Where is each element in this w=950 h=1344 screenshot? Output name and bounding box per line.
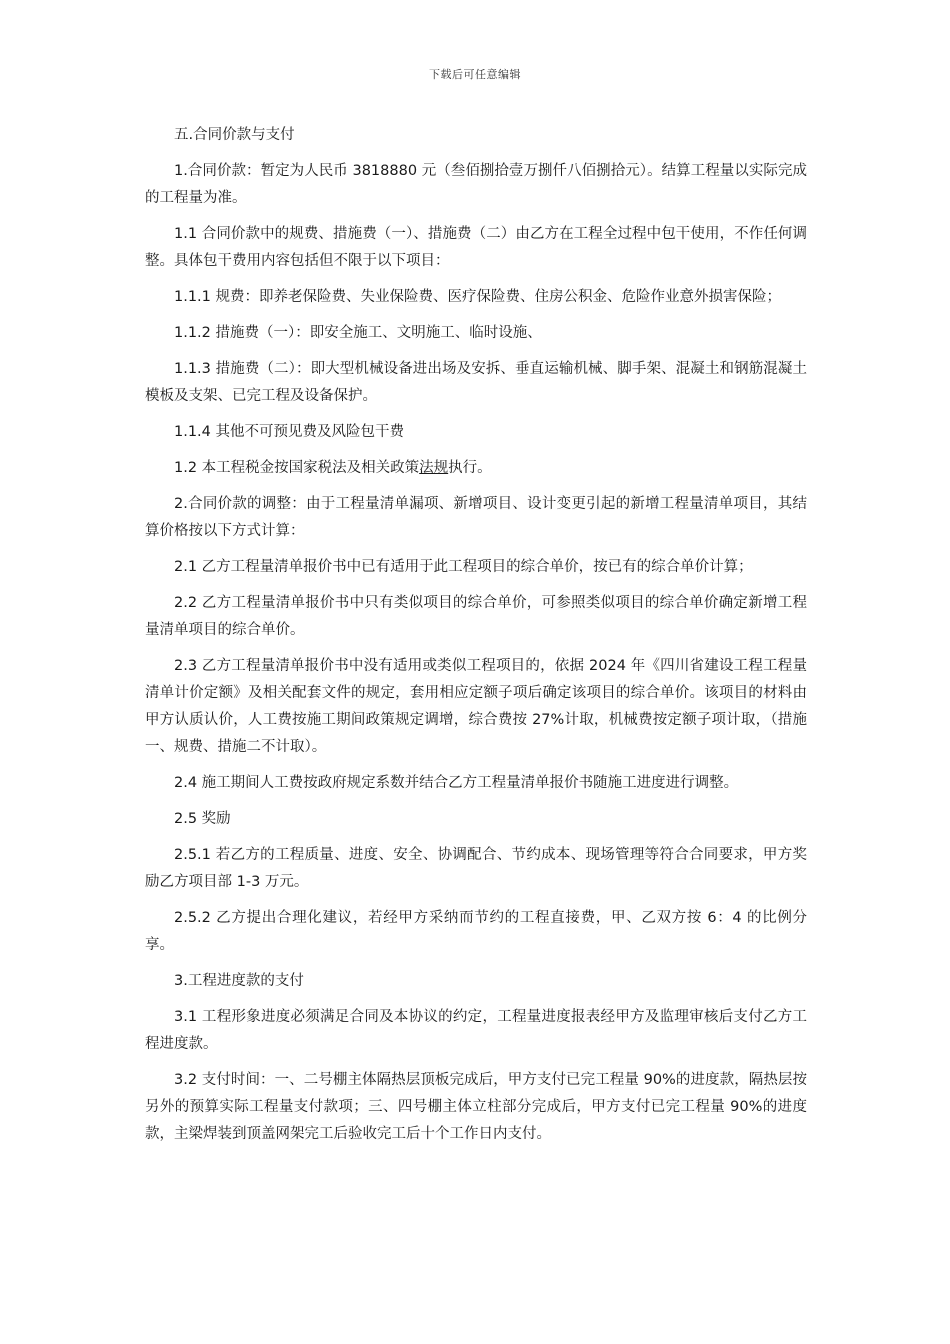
page-header: 下载后可任意编辑 — [429, 68, 521, 81]
paragraph-2-1: 2.1 乙方工程量清单报价书中已有适用于此工程项目的综合单价，按已有的综合单价计算； — [174, 559, 753, 575]
paragraph-1-2 — [145, 455, 807, 482]
paragraph-2-5-1: 2.5.1 若乙方的工程质量、进度、安全、协调配合、节约成本、现场管理等符合合同要求，甲方奖励乙方项目部 1-3 万元。 — [145, 847, 807, 890]
paragraph-2-5-2: 2.5.2 乙方提出合理化建议，若经甲方采纳而节约的工程直接费，甲、乙双方按 6：4 的比例分享。 — [145, 910, 807, 953]
paragraph-1-1-1: 1.1.1 规费：即养老保险费、失业保险费、医疗保险费、住房公积金、危险作业意外损害保险； — [174, 289, 781, 305]
section-heading: 五.合同价款与支付 — [174, 127, 295, 143]
paragraph-3-1: 3.1 工程形象进度必须满足合同及本协议的约定，工程量进度报表经甲方及监理审核后支付乙方工程进度款。 — [145, 1009, 807, 1052]
paragraph-2-5: 2.5 奖励 — [174, 811, 231, 827]
underlined-term: 法规 — [419, 460, 449, 476]
paragraph-contract-price: 1.合同价款：暂定为人民币 3818880 元（叁佰捌拾壹万捌仟八佰捌拾元）。结算工程量以实际完成的工程量为准。 — [145, 163, 807, 206]
paragraph-1-1-4: 1.1.4 其他不可预见费及风险包干费 — [174, 424, 405, 440]
paragraph-1-1: 1.1 合同价款中的规费、措施费（一）、措施费（二）由乙方在工程全过程中包干使用，不作任何调整。具体包干费用内容包括但不限于以下项目： — [145, 226, 807, 269]
paragraph-2-3: 2.3 乙方工程量清单报价书中没有适用或类似工程项目的，依据 2024 年《四川省建设工程工程量清单计价定额》及相关配套文件的规定，套用相应定额子项后确定该项目的综合单价。该项目的材料由甲方认质认价，人工费按施工期间政策规定调增，综合费按 27%计取，机械费按定额子项计取，（措施一、规费、措施二不计取）。 — [145, 658, 807, 755]
paragraph-price-adjustment: 2.合同价款的调整：由于工程量清单漏项、新增项目、设计变更引起的新增工程量清单项目，其结算价格按以下方式计算： — [145, 496, 807, 539]
paragraph-1-2-end: 执行。 — [448, 460, 492, 476]
paragraph-2-4: 2.4 施工期间人工费按政府规定系数并结合乙方工程量清单报价书随施工进度进行调整。 — [174, 775, 739, 791]
paragraph-1-1-3: 1.1.3 措施费（二）：即大型机械设备进出场及安拆、垂直运输机械、脚手架、混凝土和钢筋混凝土模板及支架、已完工程及设备保护。 — [145, 361, 807, 404]
paragraph-2-2: 2.2 乙方工程量清单报价书中只有类似项目的综合单价，可参照类似项目的综合单价确定新增工程量清单项目的综合单价。 — [145, 595, 807, 638]
paragraph-progress-payment: 3.工程进度款的支付 — [174, 973, 304, 989]
document-body — [145, 122, 807, 1157]
paragraph-3-2: 3.2 支付时间：一、二号棚主体隔热层顶板完成后，甲方支付已完工程量 90%的进度款，隔热层按另外的预算实际工程量支付款项；三、四号棚主体立柱部分完成后，甲方支付已完工程量 90%的进度款，主梁焊装到顶盖网架完工后验收完工后十个工作日内支付。 — [145, 1072, 807, 1142]
paragraph-1-1-2: 1.1.2 措施费（一）：即安全施工、文明施工、临时设施、 — [174, 325, 542, 341]
paragraph-1-2-text: 1.2 本工程税金按国家税法及相关政策 — [174, 460, 420, 476]
